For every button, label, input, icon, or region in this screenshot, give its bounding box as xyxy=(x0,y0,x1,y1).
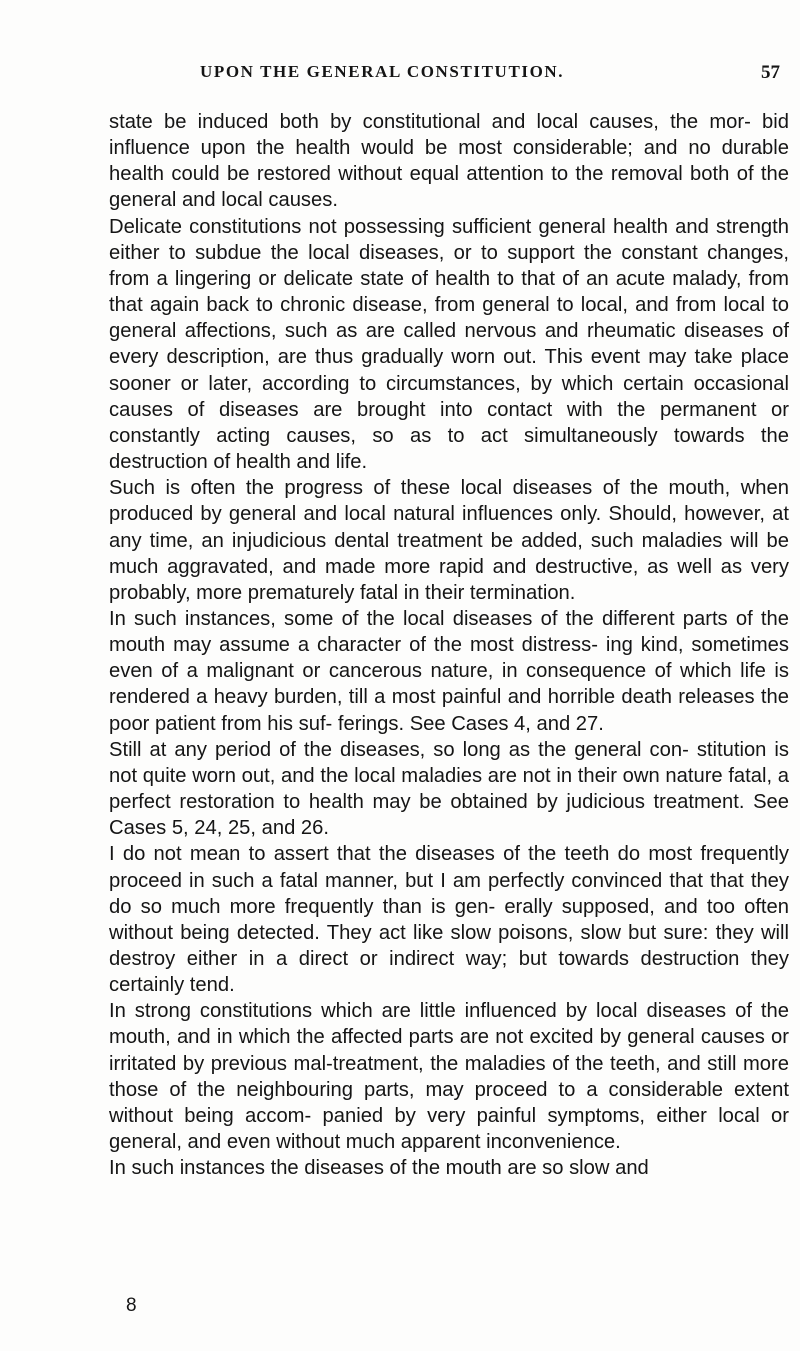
body-text xyxy=(109,109,789,1181)
paragraph: Delicate constitutions not possessing sufficient general health and strength either to subdue the local diseases, or to support the constant changes, from a lingering or delicate state of health to that of an acute malady, from that again back to chronic disease, from general to local, and from local to general affections, such as are called nervous and rheumatic diseases of every description, are thus gradually worn out. This event may take place sooner or later, according to circumstances, by which certain occasional causes of diseases are brought into contact with the permanent or constantly acting causes, so as to act simultaneously towards the destruction of health and life. xyxy=(109,215,789,474)
paragraph: state be induced both by constitutional and local causes, the mor- bid influence upon the health would be most considerable; and no durable health could be restored without equal attention to the removal both of the general and local causes. xyxy=(109,111,789,212)
paragraph: In such instances the diseases of the mouth are so slow and xyxy=(109,1157,649,1180)
running-head xyxy=(110,62,780,84)
paragraph: I do not mean to assert that the diseases of the teeth do most frequently proceed in such a fatal manner, but I am perfectly convinced that that they do so much more frequently than is gen- erally supposed, and too often without being detected. They act like slow poisons, slow but sure: they will destroy either in a direct or indirect way; but towards destruction they certainly tend. xyxy=(109,843,789,997)
running-title: UPON THE GENERAL CONSTITUTION. xyxy=(200,62,565,81)
paragraph: Such is often the progress of these local diseases of the mouth, when produced by general and local natural influences only. Should, however, at any time, an injudicious dental treatment be added, such maladies will be much aggravated, and made more rapid and destructive, as well as very probably, more prematurely fatal in their termination. xyxy=(109,477,789,604)
paragraph: Still at any period of the diseases, so long as the general con- stitution is not quite worn out, and the local maladies are not in their own nature fatal, a perfect restoration to health may be obtained by judicious treatment. See Cases 5, 24, 25, and 26. xyxy=(109,738,789,840)
page-number: 57 xyxy=(761,62,780,83)
paragraph: In such instances, some of the local diseases of the different parts of the mouth may assume a character of the most distress- ing kind, sometimes even of a malignant or cancerous nature, in consequence of which life is rendered a heavy burden, till a most painful and horrible death releases the poor patient from his suf- ferings. See Cases 4, and 27. xyxy=(109,607,789,735)
signature-mark: 8 xyxy=(126,1295,137,1316)
paragraph: In strong constitutions which are little influenced by local diseases of the mouth, and in which the affected parts are not excited by general causes or irritated by previous mal-treatment, the maladies of the teeth, and still more those of the neighbouring parts, may proceed to a considerable extent without being accom- panied by very painful symptoms, either local or general, and even without much apparent inconvenience. xyxy=(109,1000,789,1154)
